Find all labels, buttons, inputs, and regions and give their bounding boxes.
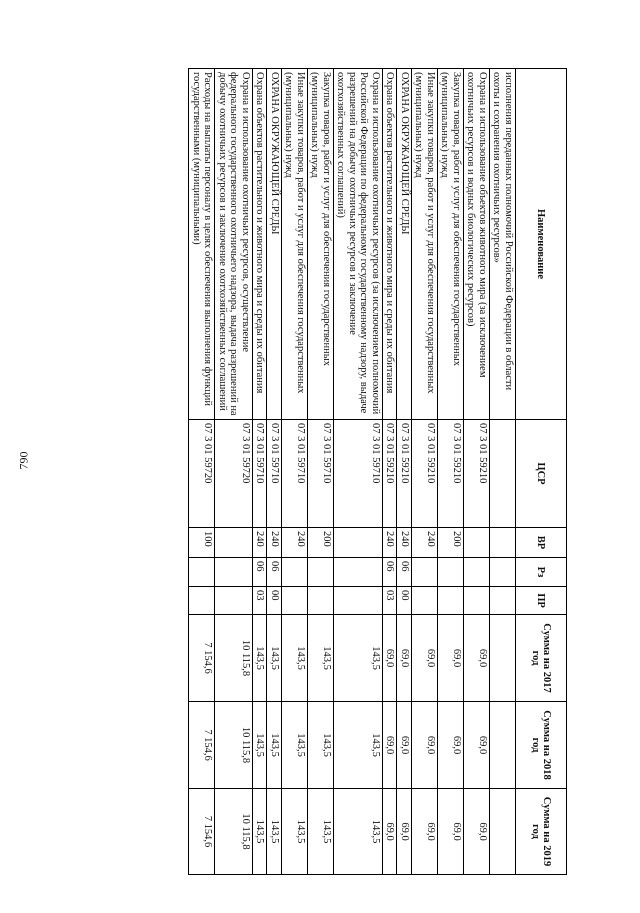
cell-vr: 240: [253, 528, 268, 558]
col-header-pr: ПР: [516, 587, 567, 615]
cell-csr: 07 3 01 59210: [383, 420, 398, 528]
cell-sum-2017: 69,0: [383, 615, 398, 702]
cell-sum-2019: [490, 789, 516, 875]
cell-sum-2017: [490, 615, 516, 702]
cell-pr: [308, 587, 334, 615]
cell-name: исполнения переданных полномочий Российской Федерации в области охоты и сохранения охотничьих ресурсов»: [490, 69, 516, 420]
cell-vr: 240: [412, 528, 438, 558]
table-row: [308, 69, 334, 875]
cell-name: Охрана и использование охотничьих ресурсов, осуществление федерального государственного охотничьего надзора, выдача разрешений на добычу охотничьих ресурсов и заключение охотхозяйственных соглашений: [215, 69, 253, 420]
cell-name: Расходы на выплаты персоналу в целях обеспечения выполнения функций государственными (муниципальными): [189, 69, 215, 420]
cell-sum-2017: 143,5: [282, 615, 308, 702]
table-row: [397, 69, 412, 875]
cell-vr: 240: [282, 528, 308, 558]
cell-pr: [464, 587, 490, 615]
col-header-csr: ЦСР: [516, 420, 567, 528]
cell-pr: [189, 587, 215, 615]
cell-sum-2017: 69,0: [397, 615, 412, 702]
cell-pr: [412, 587, 438, 615]
cell-rz: [334, 558, 383, 587]
cell-rz: [308, 558, 334, 587]
cell-sum-2019: 143,5: [267, 789, 282, 875]
cell-vr: [215, 528, 253, 558]
cell-name: Закупка товаров, работ и услуг для обеспечения государственных (муниципальных) нужд: [308, 69, 334, 420]
col-header-rz: Рз: [516, 558, 567, 587]
cell-pr: 03: [383, 587, 398, 615]
cell-name: Закупка товаров, работ и услуг для обеспечения государственных (муниципальных) нужд: [438, 69, 464, 420]
cell-csr: 07 3 01 59210: [438, 420, 464, 528]
page-number: 790: [16, 451, 31, 470]
cell-sum-2018: 7 154,6: [189, 702, 215, 789]
cell-pr: 03: [253, 587, 268, 615]
cell-csr: 07 3 01 59720: [215, 420, 253, 528]
cell-sum-2017: 69,0: [438, 615, 464, 702]
table-row: [334, 69, 383, 875]
budget-table: [189, 68, 568, 875]
table-row: [282, 69, 308, 875]
cell-sum-2017: 10 115,8: [215, 615, 253, 702]
cell-vr: [334, 528, 383, 558]
cell-vr: [464, 528, 490, 558]
cell-sum-2018: 143,5: [308, 702, 334, 789]
cell-sum-2018: 69,0: [412, 702, 438, 789]
cell-csr: 07 3 01 59710: [282, 420, 308, 528]
cell-sum-2018: 69,0: [464, 702, 490, 789]
cell-sum-2018: 69,0: [397, 702, 412, 789]
cell-sum-2019: 143,5: [308, 789, 334, 875]
cell-pr: [438, 587, 464, 615]
cell-vr: [490, 528, 516, 558]
cell-pr: 00: [397, 587, 412, 615]
table-row: [490, 69, 516, 875]
cell-csr: 07 3 01 59710: [253, 420, 268, 528]
cell-sum-2019: 69,0: [383, 789, 398, 875]
table-row: [253, 69, 268, 875]
cell-csr: 07 3 01 59710: [334, 420, 383, 528]
header-row: [516, 69, 567, 875]
page-number-container: [14, 8, 34, 913]
cell-sum-2017: 143,5: [334, 615, 383, 702]
col-header-sum-2019: Сумма на 2019 год: [516, 789, 567, 875]
cell-sum-2017: 143,5: [267, 615, 282, 702]
cell-sum-2017: 7 154,6: [189, 615, 215, 702]
cell-sum-2017: 143,5: [308, 615, 334, 702]
cell-csr: 07 3 01 59710: [267, 420, 282, 528]
cell-rz: [490, 558, 516, 587]
cell-sum-2019: 7 154,6: [189, 789, 215, 875]
cell-sum-2018: 143,5: [253, 702, 268, 789]
cell-name: Иные закупки товаров, работ и услуг для обеспечения государственных (муниципальных) нужд: [412, 69, 438, 420]
cell-sum-2018: 10 115,8: [215, 702, 253, 789]
cell-name: Охрана и использование объектов животного мира (за исключением охотничьих ресурсов и водных биологических ресурсов): [464, 69, 490, 420]
cell-rz: 06: [253, 558, 268, 587]
table-row: [267, 69, 282, 875]
cell-rz: [438, 558, 464, 587]
cell-sum-2017: 69,0: [464, 615, 490, 702]
cell-rz: [189, 558, 215, 587]
cell-pr: [215, 587, 253, 615]
cell-sum-2018: 143,5: [267, 702, 282, 789]
cell-pr: [282, 587, 308, 615]
cell-name: Иные закупки товаров, работ и услуг для обеспечения государственных (муниципальных) нужд: [282, 69, 308, 420]
table-body: [189, 69, 516, 875]
cell-csr: [490, 420, 516, 528]
col-header-sum-2017: Сумма на 2017 год: [516, 615, 567, 702]
cell-sum-2018: 143,5: [282, 702, 308, 789]
cell-sum-2019: 69,0: [397, 789, 412, 875]
cell-vr: 200: [308, 528, 334, 558]
cell-rz: [282, 558, 308, 587]
col-header-vr: ВР: [516, 528, 567, 558]
cell-pr: [334, 587, 383, 615]
cell-rz: 06: [397, 558, 412, 587]
cell-sum-2019: 69,0: [412, 789, 438, 875]
table-row: [383, 69, 398, 875]
cell-vr: 100: [189, 528, 215, 558]
table-row: [438, 69, 464, 875]
cell-rz: [215, 558, 253, 587]
cell-rz: [412, 558, 438, 587]
table-row: [215, 69, 253, 875]
cell-csr: 07 3 01 59210: [464, 420, 490, 528]
cell-rz: 06: [383, 558, 398, 587]
cell-csr: 07 3 01 59210: [412, 420, 438, 528]
cell-sum-2019: 143,5: [253, 789, 268, 875]
cell-sum-2019: 10 115,8: [215, 789, 253, 875]
cell-name: ОХРАНА ОКРУЖАЮЩЕЙ СРЕДЫ: [397, 69, 412, 420]
cell-name: Охрана и использование охотничьих ресурсов (за исключением полномочий Российской Федерации по федеральному государственному надзору, выдаче разрешений на добычу охотничьих ресурсов и заключение охотхозяйственных соглашений): [334, 69, 383, 420]
cell-name: ОХРАНА ОКРУЖАЮЩЕЙ СРЕДЫ: [267, 69, 282, 420]
col-header-sum-2018: Сумма на 2018 год: [516, 702, 567, 789]
cell-sum-2019: 69,0: [464, 789, 490, 875]
cell-sum-2018: [490, 702, 516, 789]
col-header-name: Наименование: [516, 69, 567, 420]
table-row: [464, 69, 490, 875]
table-row: [189, 69, 215, 875]
cell-vr: 240: [397, 528, 412, 558]
cell-sum-2018: 143,5: [334, 702, 383, 789]
cell-sum-2019: 143,5: [282, 789, 308, 875]
cell-sum-2018: 69,0: [383, 702, 398, 789]
cell-pr: 00: [267, 587, 282, 615]
cell-sum-2018: 69,0: [438, 702, 464, 789]
cell-csr: 07 3 01 59210: [397, 420, 412, 528]
cell-name: Охрана объектов растительного и животного мира и среды их обитания: [253, 69, 268, 420]
cell-sum-2019: 143,5: [334, 789, 383, 875]
cell-vr: 240: [267, 528, 282, 558]
cell-vr: 240: [383, 528, 398, 558]
cell-sum-2019: 69,0: [438, 789, 464, 875]
cell-csr: 07 3 01 59720: [189, 420, 215, 528]
cell-sum-2017: 69,0: [412, 615, 438, 702]
cell-csr: 07 3 01 59710: [308, 420, 334, 528]
cell-name: Охрана объектов растительного и животного мира и среды их обитания: [383, 69, 398, 420]
cell-rz: [464, 558, 490, 587]
cell-vr: 200: [438, 528, 464, 558]
table-row: [412, 69, 438, 875]
rotated-table-container: [88, 68, 567, 874]
cell-pr: [490, 587, 516, 615]
cell-rz: 06: [267, 558, 282, 587]
cell-sum-2017: 143,5: [253, 615, 268, 702]
